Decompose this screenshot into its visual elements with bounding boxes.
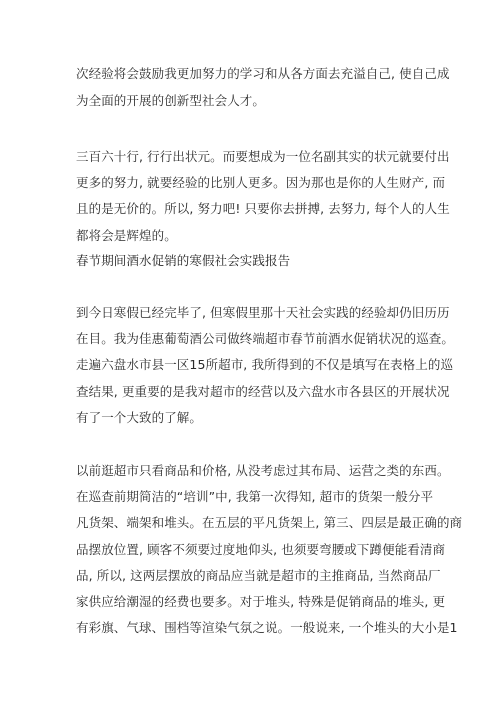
paragraph-4-line-6: 家供应给潮湿的经费也要多。对于堆头, 特殊是促销商品的堆头, 更	[76, 594, 446, 609]
paragraph-1-line-2: 为全面的开展的创新型社会人才。	[76, 93, 266, 108]
paragraph-4-line-2: 在巡查前期简洁的“培训”中, 我第一次得知, 超市的货架一般分平	[76, 489, 434, 504]
paragraph-3-line-1: 到今日寒假已经完毕了, 但寒假里那十天社会实践的经验却仍旧历历	[76, 305, 450, 320]
paragraph-3-line-4: 查结果, 更重要的是我对超市的经营以及六盘水市各县区的开展状况	[76, 384, 450, 399]
paragraph-4-line-5: 品, 所以, 这两层摆放的商品应当就是超市的主推商品, 当然商品厂	[76, 568, 441, 583]
paragraph-2-line-4: 都将会是辉煌的。	[76, 228, 177, 243]
paragraph-4-line-4: 品摆放位置, 顾客不须要过度地仰头, 也须要弯腰或下蹲便能看清商	[76, 542, 446, 557]
paragraph-3-line-2: 在目。我为佳惠葡萄酒公司做终端超市春节前酒水促销状况的巡查。	[76, 331, 455, 346]
paragraph-2-line-1: 三百六十行, 行行出状元。而要想成为一位名副其实的状元就要付出	[76, 149, 450, 164]
paragraph-1-line-1: 次经验将会鼓励我更加努力的学习和从各方面去充溢自己, 使自己成	[76, 66, 450, 81]
paragraph-3-line-3: 走遍六盘水市县一区15所超市, 我所得到的不仅是填写在表格上的巡	[76, 357, 454, 372]
paragraph-3-line-5: 有了一个大致的了解。	[76, 410, 203, 425]
paragraph-2-line-2: 更多的努力, 就要经验的比别人更多。因为那也是你的人生财产, 而	[76, 175, 446, 190]
section-title: 春节期间酒水促销的寒假社会实践报告	[76, 253, 291, 268]
paragraph-2-line-3: 且的是无价的。所以, 努力吧! 只要你去拼搏, 去努力, 每个人的人生	[76, 201, 450, 216]
paragraph-4-line-7: 有彩旗、气球、围档等渲染气氛之说。一般说来, 一个堆头的大小是1	[76, 620, 458, 635]
paragraph-4-line-3: 凡货架、端架和堆头。在五层的平凡货架上, 第三、四层是最正确的商	[76, 515, 463, 530]
paragraph-4-line-1: 以前逛超市只看商品和价格, 从没考虑过其布局、运营之类的东西。	[76, 463, 450, 478]
